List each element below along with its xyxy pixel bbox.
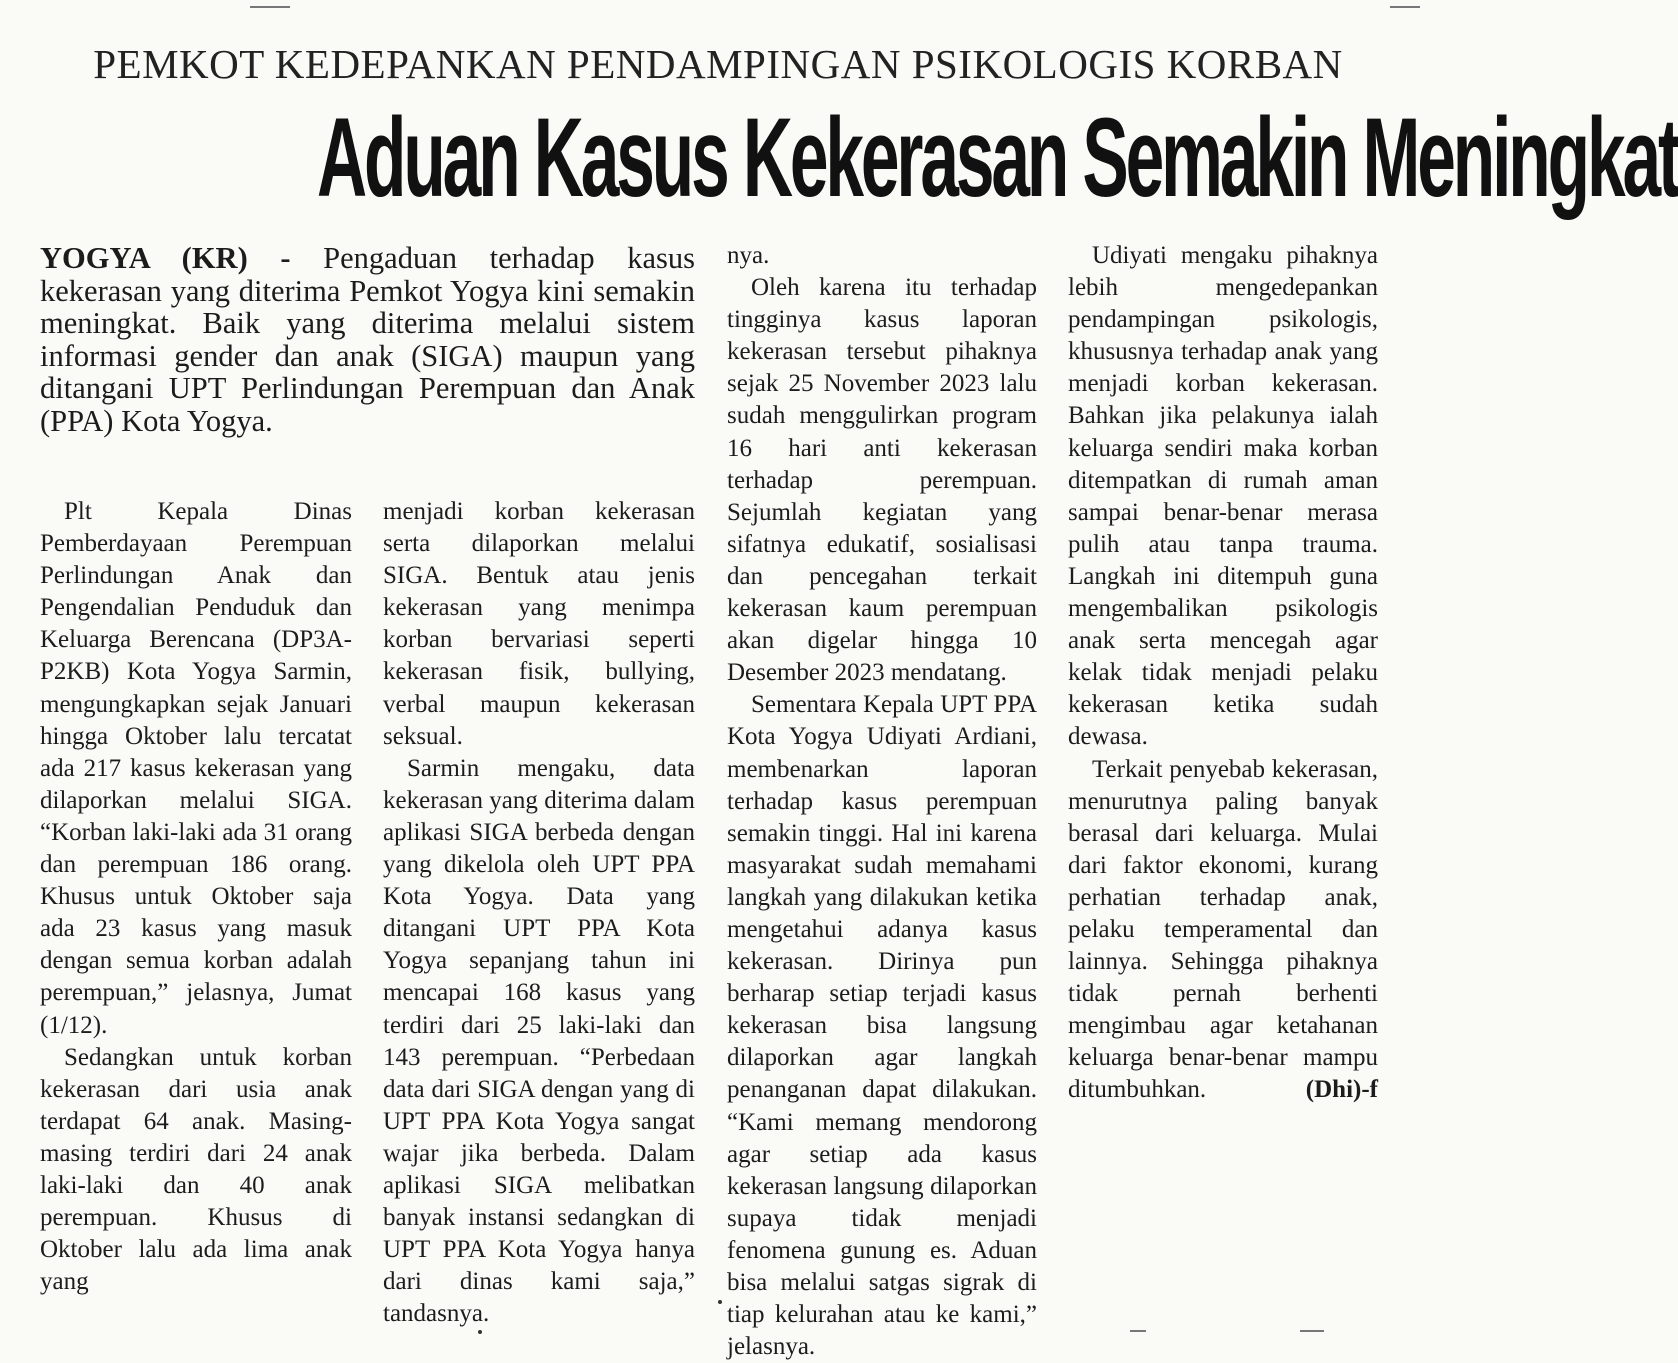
byline: (Dhi)-f xyxy=(1305,1076,1378,1104)
paragraph: menjadi korban kekerasan serta dilaporkan melalui SIGA. Bentuk atau jenis kekerasan yang menimpa korban bervariasi seperti kekerasan fisik, bullying, verbal maupun kekerasan seksual. xyxy=(383,498,695,750)
paragraph xyxy=(1068,754,1378,1107)
bottom-rule xyxy=(1130,1330,1146,1332)
bottom-rule xyxy=(1300,1330,1324,1332)
paragraph: Oleh karena itu terhadap tingginya kasus laporan kekerasan tersebut pihaknya sejak 25 November 2023 lalu sudah menggulirkan program 16 hari anti kekerasan terhadap perempuan. Sejumlah kegiatan yang sifatnya edukatif, sosialisasi dan pencegahan terkait kekerasan kaum perempuan akan digelar hingga 10 Desember 2023 mendatang. xyxy=(727,274,1037,687)
article-kicker: PEMKOT KEDEPANKAN PENDAMPINGAN PSIKOLOGIS KORBAN xyxy=(93,41,1343,87)
lead-paragraph xyxy=(40,242,695,438)
paragraph-continuation: nya. xyxy=(727,242,770,269)
column-3 xyxy=(727,240,1037,1363)
top-rule xyxy=(250,6,290,8)
paragraph: Sedangkan untuk korban kekerasan dari usia anak terdapat 64 anak. Masing-masing terdiri dari 24 anak laki-laki dan 40 anak perempuan. Khusus di Oktober lalu ada lima anak yang xyxy=(40,1043,352,1296)
column-2 xyxy=(383,496,695,1330)
column-1 xyxy=(40,496,352,1298)
column-4 xyxy=(1068,240,1378,1107)
paragraph: Sarmin mengaku, data kekerasan yang diterima dalam aplikasi SIGA berbeda dengan yang dikelola oleh UPT PPA Kota Yogya. Data yang ditangani UPT PPA Kota Yogya sepanjang tahun ini mencapai 168 kasus yang terdiri dari 25 laki-laki dan 143 perempuan. “Perbedaan data dari SIGA dengan yang di UPT PPA Kota Yogya sangat wajar jika berbeda. Dalam aplikasi SIGA melibatkan banyak instansi sedangkan di UPT PPA Kota Yogya hanya dari dinas kami saja,” tandasnya. xyxy=(383,754,695,1328)
dateline: YOGYA (KR) - xyxy=(40,241,291,275)
paragraph-text: Terkait penyebab kekerasan, menurutnya paling banyak berasal dari keluarga. Mulai dari faktor ekonomi, kurang perhatian terhadap anak, pelaku temperamental dan lainnya. Sehingga pihaknya tidak pernah berhenti mengimbau agar ketahanan keluarga benar-benar mampu ditumbuhkan. xyxy=(1068,755,1378,1104)
paragraph: Plt Kepala Dinas Pemberdayaan Perempuan Perlindungan Anak dan Pengendalian Penduduk dan Keluarga Berencana (DP3A-P2KB) Kota Yogya Sarmin, mengungkapkan sejak Januari hingga Oktober lalu tercatat ada 217 kasus kekerasan yang dilaporkan melalui SIGA. “Korban laki-laki ada 31 orang dan perempuan 186 orang. Khusus untuk Oktober saja ada 23 kasus yang masuk dengan semua korban adalah perempuan,” jelasnya, Jumat (1/12). xyxy=(40,498,352,1039)
print-speck xyxy=(478,1330,482,1334)
paragraph: Sementara Kepala UPT PPA Kota Yogya Udiyati Ardiani, membenarkan laporan terhadap kasus perempuan semakin tinggi. Hal ini karena masyarakat sudah memahami langkah yang dilakukan ketika mengetahui adanya kasus kekerasan. Dirinya pun berharap setiap terjadi kasus kekerasan bisa langsung dilaporkan agar langkah penanganan dapat dilakukan. “Kami memang mendorong agar setiap ada kasus kekerasan langsung dilaporkan supaya tidak menjadi fenomena gunung es. Aduan bisa melalui satgas sigrak di tiap kelurahan atau ke kami,” jelasnya. xyxy=(727,691,1037,1361)
print-speck xyxy=(718,1300,722,1304)
paragraph: Udiyati mengaku pihaknya lebih mengedepankan pendampingan psikologis, khususnya terhadap anak yang menjadi korban kekerasan. Bahkan jika pelakunya ialah keluarga sendiri maka korban ditempatkan di rumah aman sampai benar-benar merasa pulih atau tanpa trauma. Langkah ini ditempuh guna mengembalikan psikologis anak serta mencegah agar kelak tidak menjadi pelaku kekerasan ketika sudah dewasa. xyxy=(1068,242,1378,751)
article-headline: Aduan Kasus Kekerasan Semakin Meningkat xyxy=(317,95,1678,220)
top-rule-right xyxy=(1390,6,1420,8)
lead-text: Pengaduan terhadap kasus kekerasan yang diterima Pemkot Yogya kini semakin meningkat. Baik yang diterima melalui sistem informasi gender dan anak (SIGA) maupun yang ditangani UPT Perlindungan Perempuan dan Anak (PPA) Kota Yogya. xyxy=(40,241,696,438)
